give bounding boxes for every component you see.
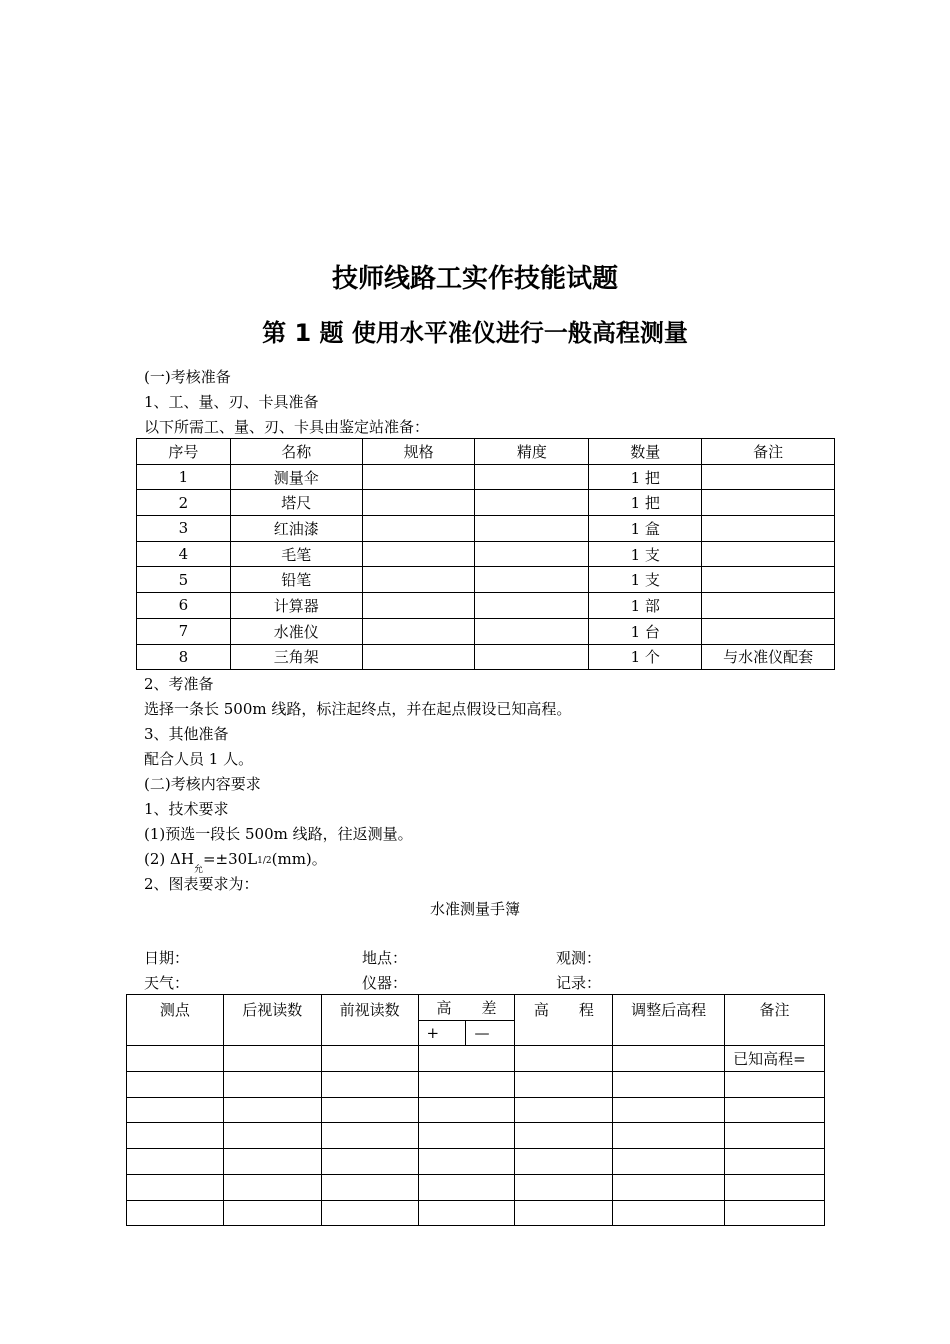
- log-cell: [515, 1149, 613, 1175]
- header-backsight: 后视读数: [223, 995, 321, 1046]
- section-heading-requirements: (二)考核内容要求: [144, 775, 261, 793]
- log-place-label: 地点：: [362, 949, 408, 967]
- log-cell: [223, 1149, 321, 1175]
- cell-spec: [362, 618, 475, 644]
- cell-remark: [702, 490, 835, 516]
- log-row: [127, 1200, 825, 1226]
- header-remark: 备注: [702, 439, 835, 465]
- cell-precision: [475, 516, 589, 542]
- log-cell: [418, 1149, 515, 1175]
- log-cell: [223, 1046, 321, 1072]
- log-cell: [725, 1149, 825, 1175]
- cell-precision: [475, 490, 589, 516]
- log-cell: [515, 1072, 613, 1098]
- cell-name: 红油漆: [230, 516, 362, 542]
- log-cell: [725, 1123, 825, 1149]
- log-header-row-1: [127, 995, 825, 1021]
- log-cell: [418, 1174, 515, 1200]
- header-elevation: 高 程: [515, 995, 613, 1046]
- log-cell: [725, 1200, 825, 1226]
- formula-mid: =±30L: [202, 850, 258, 868]
- cell-remark: [702, 593, 835, 619]
- cell-index: 7: [137, 618, 231, 644]
- cell-spec: [362, 567, 475, 593]
- tools-intro-text: 以下所需工、量、刃、卡具由鉴定站准备：: [144, 418, 430, 436]
- log-cell: [613, 1174, 725, 1200]
- cell-spec: [362, 516, 475, 542]
- log-cell: [515, 1097, 613, 1123]
- cell-name: 测量伞: [230, 464, 362, 490]
- log-row: [127, 1097, 825, 1123]
- cell-remark: [702, 567, 835, 593]
- cell-index: 2: [137, 490, 231, 516]
- requirement-2-formula: [144, 849, 327, 875]
- cell-quantity: 1 把: [589, 464, 702, 490]
- cell-precision: [475, 644, 589, 670]
- formula-subscript: 允: [193, 865, 203, 875]
- cell-remark: [702, 516, 835, 542]
- tools-table: [136, 438, 835, 670]
- cell-name: 毛笔: [230, 541, 362, 567]
- log-cell: [725, 1174, 825, 1200]
- log-row: [127, 1174, 825, 1200]
- header-index: 序号: [137, 439, 231, 465]
- log-cell: [223, 1174, 321, 1200]
- log-cell: [515, 1174, 613, 1200]
- cell-index: 5: [137, 567, 231, 593]
- cell-spec: [362, 644, 475, 670]
- item-exam-preparation: 2、考准备: [144, 675, 214, 693]
- cell-name: 水准仪: [230, 618, 362, 644]
- log-cell: [613, 1149, 725, 1175]
- log-cell: [321, 1174, 418, 1200]
- log-title: 水准测量手簿: [429, 900, 520, 918]
- cell-remark: 与水准仪配套: [702, 644, 835, 670]
- log-cell: [127, 1200, 224, 1226]
- log-cell: [321, 1149, 418, 1175]
- log-cell: [725, 1097, 825, 1123]
- item-chart-requirements: 2、图表要求为：: [144, 875, 259, 893]
- requirement-1: (1)预选一段长 500m 线路，往返测量。: [144, 825, 413, 843]
- cell-index: 3: [137, 516, 231, 542]
- log-cell: [321, 1200, 418, 1226]
- table-row: [137, 593, 835, 619]
- cell-index: 8: [137, 644, 231, 670]
- cell-spec: [362, 593, 475, 619]
- cell-spec: [362, 541, 475, 567]
- log-row: [127, 1072, 825, 1098]
- other-preparation-text: 配合人员 1 人。: [144, 750, 254, 768]
- log-cell: [613, 1200, 725, 1226]
- cell-precision: [475, 464, 589, 490]
- log-weather-label: 天气：: [144, 974, 190, 992]
- table-row: [137, 516, 835, 542]
- log-cell: [418, 1200, 515, 1226]
- log-cell: [223, 1200, 321, 1226]
- leveling-log-table: [126, 994, 825, 1226]
- section-heading-preparation: (一)考核准备: [144, 368, 231, 386]
- cell-quantity: 1 部: [589, 593, 702, 619]
- log-cell: [127, 1072, 224, 1098]
- cell-name: 计算器: [230, 593, 362, 619]
- log-cell: [515, 1123, 613, 1149]
- exam-preparation-text: 选择一条长 500m 线路，标注起终点，并在起点假设已知高程。: [144, 700, 572, 718]
- log-cell: [613, 1123, 725, 1149]
- cell-quantity: 1 支: [589, 567, 702, 593]
- table-row: [137, 618, 835, 644]
- cell-name: 铅笔: [230, 567, 362, 593]
- table-row: [137, 644, 835, 670]
- log-cell: [515, 1200, 613, 1226]
- header-point: 测点: [127, 995, 224, 1046]
- log-recorder-label: 记录：: [556, 974, 602, 992]
- item-other-preparation: 3、其他准备: [144, 725, 229, 743]
- header-spec: 规格: [362, 439, 475, 465]
- log-cell: [321, 1072, 418, 1098]
- formula-exponent: 1/2: [257, 856, 272, 866]
- table-row: [137, 490, 835, 516]
- log-cell: [321, 1097, 418, 1123]
- formula-suffix: (mm)。: [271, 850, 327, 868]
- log-cell: [418, 1046, 515, 1072]
- log-cell: [418, 1072, 515, 1098]
- formula-prefix: (2) ΔH: [144, 850, 194, 868]
- log-cell: [613, 1046, 725, 1072]
- log-observer-label: 观测：: [556, 949, 602, 967]
- log-cell: [223, 1123, 321, 1149]
- log-cell: [127, 1046, 224, 1072]
- cell-quantity: 1 盒: [589, 516, 702, 542]
- log-row: [127, 1149, 825, 1175]
- log-cell: [321, 1046, 418, 1072]
- cell-precision: [475, 567, 589, 593]
- cell-remark: [702, 464, 835, 490]
- log-cell: [613, 1097, 725, 1123]
- cell-remark: [702, 618, 835, 644]
- table-row: [137, 464, 835, 490]
- item-technical-requirements: 1、技术要求: [144, 800, 229, 818]
- cell-quantity: 1 支: [589, 541, 702, 567]
- item-tools-preparation: 1、工、量、刃、卡具准备: [144, 393, 319, 411]
- table-row: [137, 541, 835, 567]
- log-cell: [418, 1097, 515, 1123]
- log-row: [127, 1123, 825, 1149]
- header-minus: —: [466, 1020, 515, 1046]
- cell-quantity: 1 个: [589, 644, 702, 670]
- header-name: 名称: [230, 439, 362, 465]
- cell-remark: [702, 541, 835, 567]
- header-adjusted-elevation: 调整后高程: [613, 995, 725, 1046]
- table-row: [137, 567, 835, 593]
- cell-precision: [475, 593, 589, 619]
- cell-index: 4: [137, 541, 231, 567]
- header-foresight: 前视读数: [321, 995, 418, 1046]
- header-plus: +: [418, 1020, 466, 1046]
- log-cell: [223, 1097, 321, 1123]
- cell-precision: [475, 618, 589, 644]
- log-cell: [127, 1097, 224, 1123]
- cell-index: 1: [137, 464, 231, 490]
- cell-precision: [475, 541, 589, 567]
- header-height-diff: 高 差: [418, 995, 515, 1021]
- cell-spec: [362, 464, 475, 490]
- known-elevation-cell: 已知高程=: [725, 1046, 825, 1072]
- cell-quantity: 1 台: [589, 618, 702, 644]
- header-precision: 精度: [475, 439, 589, 465]
- cell-spec: [362, 490, 475, 516]
- log-cell: [127, 1123, 224, 1149]
- log-cell: [725, 1072, 825, 1098]
- log-cell: [223, 1072, 321, 1098]
- question-subtitle: 第 1 题 使用水平准仪进行一般高程测量: [262, 319, 688, 347]
- log-cell: [418, 1123, 515, 1149]
- header-quantity: 数量: [589, 439, 702, 465]
- log-cell: [127, 1174, 224, 1200]
- cell-name: 塔尺: [230, 490, 362, 516]
- document-title: 技师线路工实作技能试题: [331, 264, 618, 294]
- log-cell: [613, 1072, 725, 1098]
- header-log-remark: 备注: [725, 995, 825, 1046]
- log-row: [127, 1046, 825, 1072]
- log-instrument-label: 仪器：: [362, 974, 408, 992]
- cell-index: 6: [137, 593, 231, 619]
- log-cell: [321, 1123, 418, 1149]
- cell-name: 三角架: [230, 644, 362, 670]
- cell-quantity: 1 把: [589, 490, 702, 516]
- log-date-label: 日期：: [144, 949, 190, 967]
- log-cell: [127, 1149, 224, 1175]
- log-cell: [515, 1046, 613, 1072]
- tools-table-header: [137, 439, 835, 465]
